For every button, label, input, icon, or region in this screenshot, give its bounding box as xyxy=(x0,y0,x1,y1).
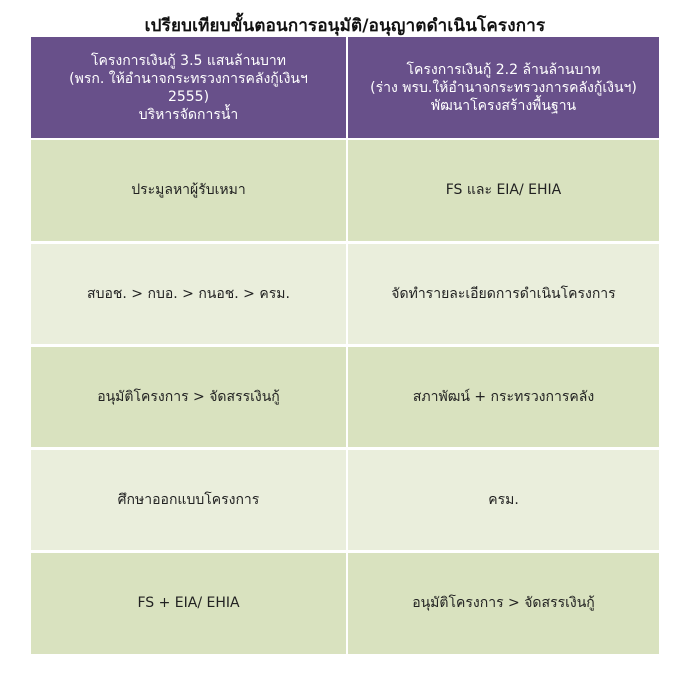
header-line: (พรก. ให้อำนาจกระทรวงการคลังกู้เงินฯ xyxy=(69,70,308,87)
table-cell: ครม. xyxy=(347,448,659,551)
table-row xyxy=(31,551,659,654)
table-row xyxy=(31,139,659,242)
header-line: (ร่าง พรบ.ให้อำนาจกระทรวงการคลังกู้เงินฯ) xyxy=(370,79,637,96)
table-row xyxy=(31,448,659,551)
table-cell: สบอช. > กบอ. > กนอช. > ครม. xyxy=(31,242,347,345)
table-row xyxy=(31,345,659,448)
header-line: พัฒนาโครงสร้างพื้นฐาน xyxy=(430,97,577,114)
table-header-row xyxy=(31,37,659,139)
column-header-water-project xyxy=(31,37,347,139)
table-cell: จัดทำรายละเอียดการดำเนินโครงการ xyxy=(347,242,659,345)
table-cell: FS + EIA/ EHIA xyxy=(31,551,347,654)
table-row xyxy=(31,242,659,345)
table-cell: อนุมัติโครงการ > จัดสรรเงินกู้ xyxy=(31,345,347,448)
header-line: โครงการเงินกู้ 3.5 แสนล้านบาท xyxy=(90,52,287,69)
page-title: เปรียบเทียบขั้นตอนการอนุมัติ/อนุญาตดำเนินโครงการ xyxy=(144,16,546,36)
header-line: โครงการเงินกู้ 2.2 ล้านล้านบาท xyxy=(406,61,601,78)
header-line: 2555) xyxy=(167,88,210,105)
table-cell: ศึกษาออกแบบโครงการ xyxy=(31,448,347,551)
table-cell: FS และ EIA/ EHIA xyxy=(347,139,659,242)
table-cell: ประมูลหาผู้รับเหมา xyxy=(31,139,347,242)
header-line: บริหารจัดการน้ำ xyxy=(138,106,239,123)
comparison-table xyxy=(31,37,659,654)
column-header-infrastructure-project xyxy=(347,37,659,139)
table-cell: อนุมัติโครงการ > จัดสรรเงินกู้ xyxy=(347,551,659,654)
table-cell: สภาพัฒน์ + กระทรวงการคลัง xyxy=(347,345,659,448)
